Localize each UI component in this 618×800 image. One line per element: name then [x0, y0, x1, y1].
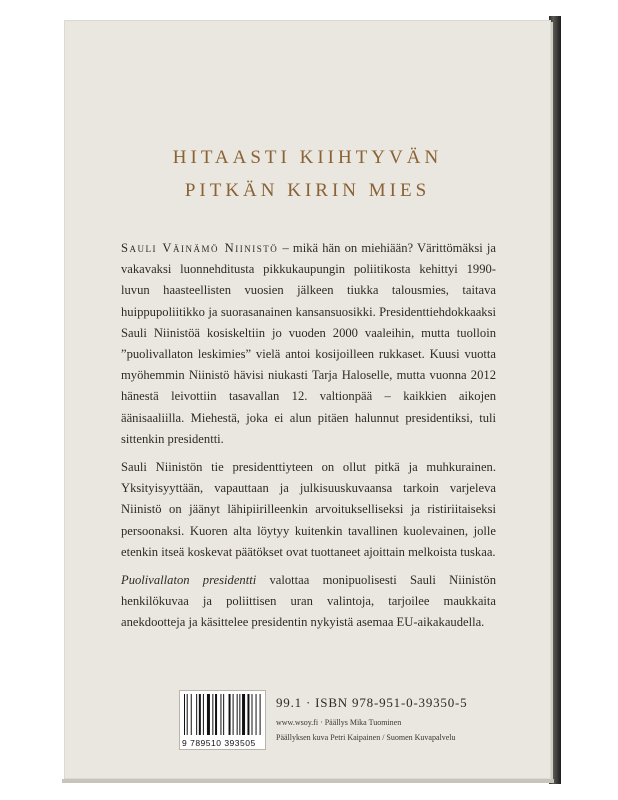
isbn-line: 99.1 · ISBN 978-951-0-39350-5 — [276, 695, 468, 710]
barcode-bar — [184, 694, 185, 735]
blurb-paragraph-1 — [121, 238, 496, 450]
barcode-bar — [199, 694, 201, 735]
blurb-paragraph-2: Sauli Niinistön tie presidenttiyteen on ollut pitkä ja muhkurainen. Yksityisyyttään, vapauttaan ja julkisuuskuvaansa tarkoin varjeleva Niinistö on jäänyt lähipiirilleenkin arvoitukselliseksi ja ristiriitaiseksi persoonaksi. Kuoren alta löytyy kuitenkin tavallinen kuolevainen, jolle etenkin itseä koskevat päätökset ovat tuottaneet ajoittain melkoista tuskaa. — [121, 460, 496, 559]
barcode-bars — [180, 691, 265, 737]
barcode-bar — [237, 694, 238, 735]
barcode-bar — [252, 694, 253, 735]
blurb-paragraph-3-text: valottaa monipuolisesti Sauli Niinistön henkilökuvaa ja poliittisen uran valintoja, tarjoilee maukkaita anekdootteja ja käsittelee presidentin nykyistä asemaa EU-aikakaudella. — [121, 573, 496, 630]
barcode-bar — [223, 694, 224, 735]
barcode-bar — [212, 694, 213, 735]
barcode-bar — [191, 694, 192, 735]
subject-name: Sauli Väinämö Niinistö — [121, 241, 279, 255]
barcode-bar — [203, 694, 204, 735]
blurb-paragraph-1-text: – mikä hän on miehiään? Värittömäksi ja vakavaksi luonnehditusta pikkukaupungin poliitikosta kehittyi 1990-luvun haasteellisten vuosien jälkeen tiukka talousmies, taitava huippupoliitikko ja suorasanainen kansansuosikki. Presidenttiehdokkaaksi Sauli Niinistöä kosiskeltiin jo vuoden 2000 vaaleihin, mutta tuolloin ”puolivallaton leskimies” vielä antoi kosijoilleen rukkaset. Kuusi vuotta myöhemmin Niinistö hävisi niukasti Tarja Haloselle, mutta vuonna 2012 hänestä leivottiin tasavallan 12. valtionpää – kaikkien aikojen äänisaaliilla. Miehestä, joka ei alun pitäen halunnut presidentiksi, tuli sittenkin presidentti. — [121, 241, 497, 446]
cover-title-line-2: PITKÄN KIRIN MIES — [184, 180, 431, 201]
photo-credit: Päällyksen kuva Petri Kaipainen / Suomen Kuvapalvelu — [276, 733, 456, 742]
barcode-bar — [215, 694, 217, 735]
barcode-bar — [256, 694, 257, 735]
barcode-bar — [242, 694, 245, 735]
barcode-digits: 9 789510 393505 — [182, 738, 256, 748]
barcode-bar — [220, 694, 221, 735]
blurb-paragraph-3 — [121, 570, 496, 634]
barcode-bar — [247, 694, 249, 735]
publisher-credit: www.wsoy.fi · Päällys Mika Tuominen — [276, 718, 402, 727]
barcode-bar — [187, 694, 188, 735]
book-title-italic: Puolivallaton presidentti — [121, 573, 257, 588]
barcode-bar — [196, 694, 197, 735]
barcode-bar — [260, 694, 261, 735]
barcode-bar — [229, 694, 231, 735]
blurb-text — [121, 238, 496, 641]
barcode-bar — [207, 694, 210, 735]
barcode-bar — [233, 694, 234, 735]
barcode-bar — [239, 694, 240, 735]
book-page-edge — [62, 779, 554, 783]
isbn-barcode — [179, 690, 266, 750]
cover-title-line-1: HITAASTI KIIHTYVÄN — [172, 147, 443, 168]
